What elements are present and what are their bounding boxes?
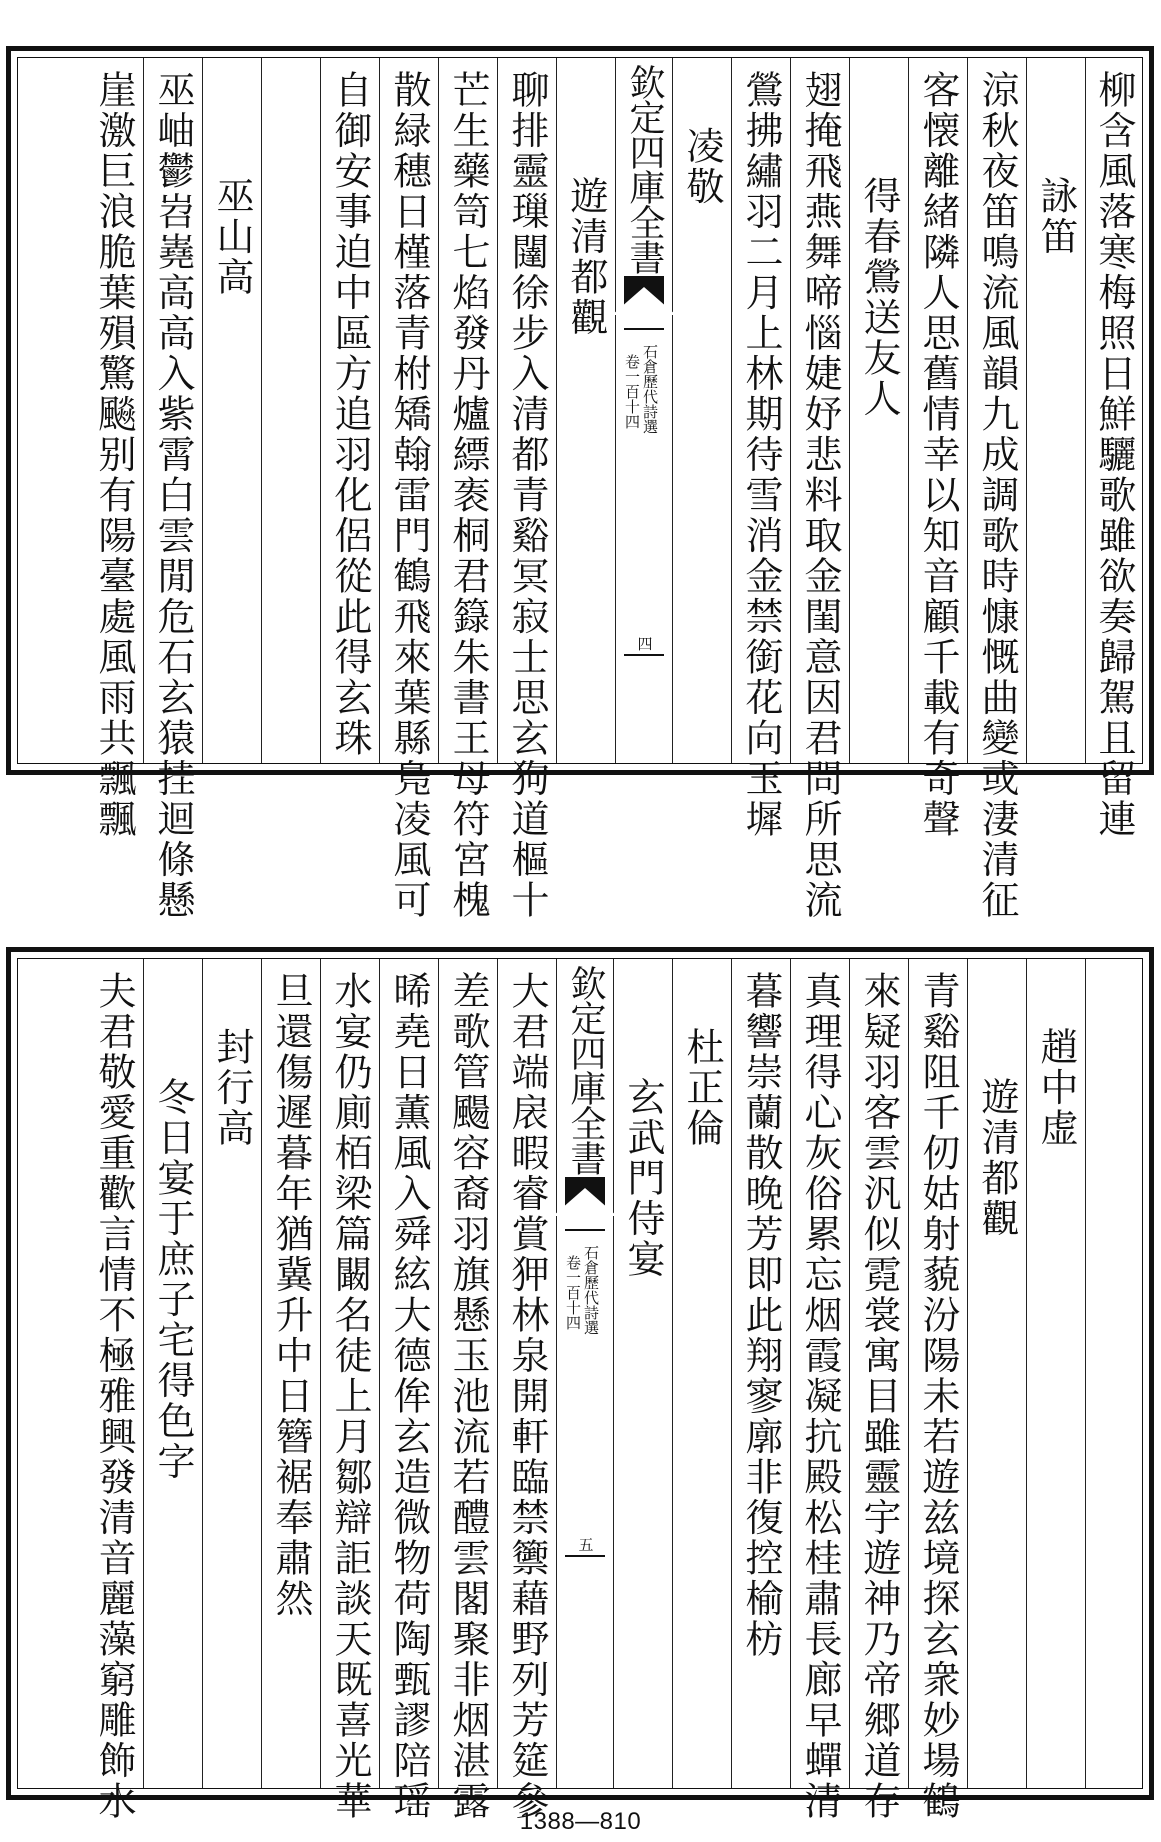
- text-column: [1085, 959, 1142, 1788]
- top-columns: [18, 58, 1142, 921]
- text-column: [261, 58, 320, 763]
- text-column: 真理得心灰俗累忘烟霞凝抗殿松桂肅長廊早蟬清: [790, 959, 849, 1788]
- text-column: 玄武門侍宴: [613, 959, 672, 1788]
- center-page-number: 五: [576, 1537, 595, 1552]
- center-title: 欽定四庫全書: [624, 64, 665, 274]
- text-column: 客懐離緒隣人思舊情幸以知音顧千載有奇聲: [908, 58, 967, 763]
- center-book-name: 石倉歷代詩選: [582, 1245, 600, 1335]
- fish-tail-mark: [624, 276, 664, 314]
- text-column: 得春鶯送友人: [849, 58, 908, 763]
- text-column: 杜正倫: [672, 959, 731, 1788]
- text-column: 趙中虚: [1026, 959, 1085, 1788]
- center-volume: 卷一百十四: [564, 1255, 582, 1330]
- top-page-frame: [17, 57, 1143, 921]
- text-column: 大君端扆暇睿賞狎林泉開軒臨禁籞藉野列芳筵參: [497, 959, 556, 1788]
- text-column: 暮響崇蘭散晚芳即此翔寥廓非復控榆枋: [731, 959, 790, 1788]
- fold-rule: [565, 1229, 605, 1231]
- text-column: 涼秋夜笛鳴流風韻九成調歌時慷慨曲變或淒清征: [967, 58, 1026, 763]
- text-column: 封行高: [202, 959, 261, 1788]
- text-column: 來疑羽客雲汎似霓裳寓目雖靈宇遊神乃帝郷道存: [849, 959, 908, 1788]
- fish-tail-mark: [565, 1177, 605, 1215]
- top-page: [6, 46, 1154, 921]
- text-column: 遊清都觀: [967, 959, 1026, 1788]
- text-column: 巫山高: [202, 58, 261, 763]
- text-column: 冬日宴于庶子宅得色字: [143, 959, 202, 1788]
- text-column: 崖激巨浪脆葉殞驚飈别有陽臺處風雨共飄飄: [92, 70, 136, 840]
- fold-rule: [565, 1555, 605, 1557]
- text-column: 青谿阻千仞姑射藐汾陽未若遊兹境探玄衆妙場鶴: [908, 959, 967, 1788]
- text-column: 差歌管颺容裔羽旗懸玉池流若醴雲閣聚非烟湛露: [438, 959, 497, 1788]
- center-fold: [615, 58, 672, 763]
- text-column: 自御安事迫中區方追羽化侶從此得玄珠: [320, 58, 379, 763]
- page-footer-number: 1388—810: [519, 1808, 642, 1835]
- fold-rule: [624, 328, 664, 330]
- text-column: 柳含風落寒梅照日鮮驪歌雖欲奏歸駕且留連: [1085, 58, 1142, 763]
- text-column: 旦還傷遲暮年猶冀升中日簪裾奉肅然: [261, 959, 320, 1788]
- text-column: 芒生藥笥七焰發丹爐縹袠桐君籙朱書王母符宮槐: [438, 58, 497, 763]
- center-volume: 卷一百十四: [623, 354, 641, 429]
- text-column: 巫岫鬱岧嶤高高入紫霄白雲閒危石玄猿挂迴條懸: [143, 58, 202, 763]
- text-column: 遊清都觀: [556, 58, 615, 763]
- text-column: 聊排靈璅闥徐步入清都青谿冥寂士思玄狗道樞十: [497, 58, 556, 763]
- text-column: 詠笛: [1026, 58, 1085, 763]
- center-page-number: 四: [635, 636, 654, 651]
- center-title: 欽定四庫全書: [565, 965, 606, 1175]
- text-column: 晞堯日薫風入舜絃大德侔玄造微物荷陶甄謬陪瑶: [379, 959, 438, 1788]
- text-column: 凌敬: [672, 58, 731, 763]
- fold-rule: [624, 654, 664, 656]
- text-column: 翅掩飛燕舞啼惱婕妤悲料取金閨意因君問所思流: [790, 58, 849, 763]
- center-fold: [556, 959, 613, 1788]
- text-column: 夫君敬愛重歡言情不極雅興發清音麗藻窮雕飾水: [92, 971, 136, 1822]
- center-book-name: 石倉歷代詩選: [641, 344, 659, 434]
- text-column: 散緑穗日槿落青柎矯翰雷門鶴飛來葉縣鳬凌風可: [379, 58, 438, 763]
- text-column: 鶯拂繡羽二月上林期待雪消金禁銜花向玉墀: [731, 58, 790, 763]
- text-column: 水宴仍廁栢梁篇闞名徒上月鄒辯詎談天既喜光華: [320, 959, 379, 1788]
